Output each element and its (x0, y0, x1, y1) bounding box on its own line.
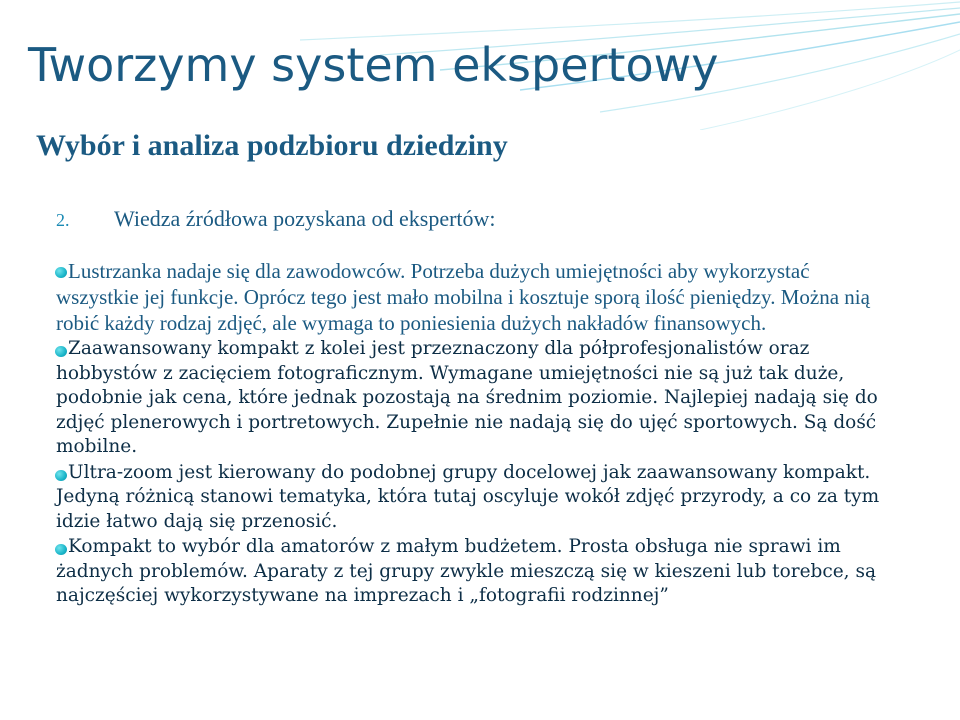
slide-subtitle: Wybór i analiza podzbioru dziedziny (36, 129, 508, 162)
bullet-list (56, 258, 896, 610)
bullet-text: Ultra-zoom jest kierowany do podobnej grupy docelowej jak zaawansowany kompakt. Jedyną różnicą stanowi tematyka, która tutaj oscyluje wokół zdjęć przyrody, a co za tym idzie łatwo dają się przenosić. (56, 461, 880, 532)
numbered-item-number: 2. (56, 210, 70, 230)
bullet-text: Zaawansowany kompakt z kolei jest przeznaczony dla półprofesjonalistów oraz hobbystów z zacięciem fotograficznym. Wymagane umiejętności nie są już tak duże, podobnie jak cena, które jednak pozostają na średnim poziomie. Najlepiej nadają się do zdjęć plenerowych i portretowych. Zupełnie nie nadają się do ujęć sportowych. Są dość mobilne. (56, 338, 878, 457)
bullet-item-kompakt (56, 535, 896, 609)
numbered-item (56, 206, 496, 232)
bullet-text: Lustrzanka nadaje się dla zawodowców. Potrzeba dużych umiejętności aby wykorzystać wszystkie jej funkcje. Oprócz tego jest mało mobilna i kosztuje sporą ilość pieniędzy. Można nią robić każdy rodzaj zdjęć, ale wymaga to poniesienia dużych nakładów finansowych. (56, 259, 870, 335)
teal-bullet-icon (55, 544, 67, 555)
teal-bullet-icon (55, 267, 67, 278)
bullet-item-ultra-zoom (56, 461, 896, 535)
teal-bullet-icon (55, 470, 67, 481)
teal-bullet-icon (55, 346, 67, 357)
bullet-item-lustrzanka (56, 258, 896, 336)
slide-title: Tworzymy system ekspertowy (28, 38, 719, 92)
numbered-item-text: Wiedza źródłowa pozyskana od ekspertów: (114, 206, 496, 231)
bullet-text: Kompakt to wybór dla amatorów z małym budżetem. Prosta obsługa nie sprawi im żadnych problemów. Aparaty z tej grupy zwykle mieszczą się w kieszeni lub torebce, są najczęściej wykorzystywane na imprezach i „fotografii rodzinnej” (56, 536, 876, 606)
bullet-item-zaawansowany-kompakt (56, 337, 896, 460)
